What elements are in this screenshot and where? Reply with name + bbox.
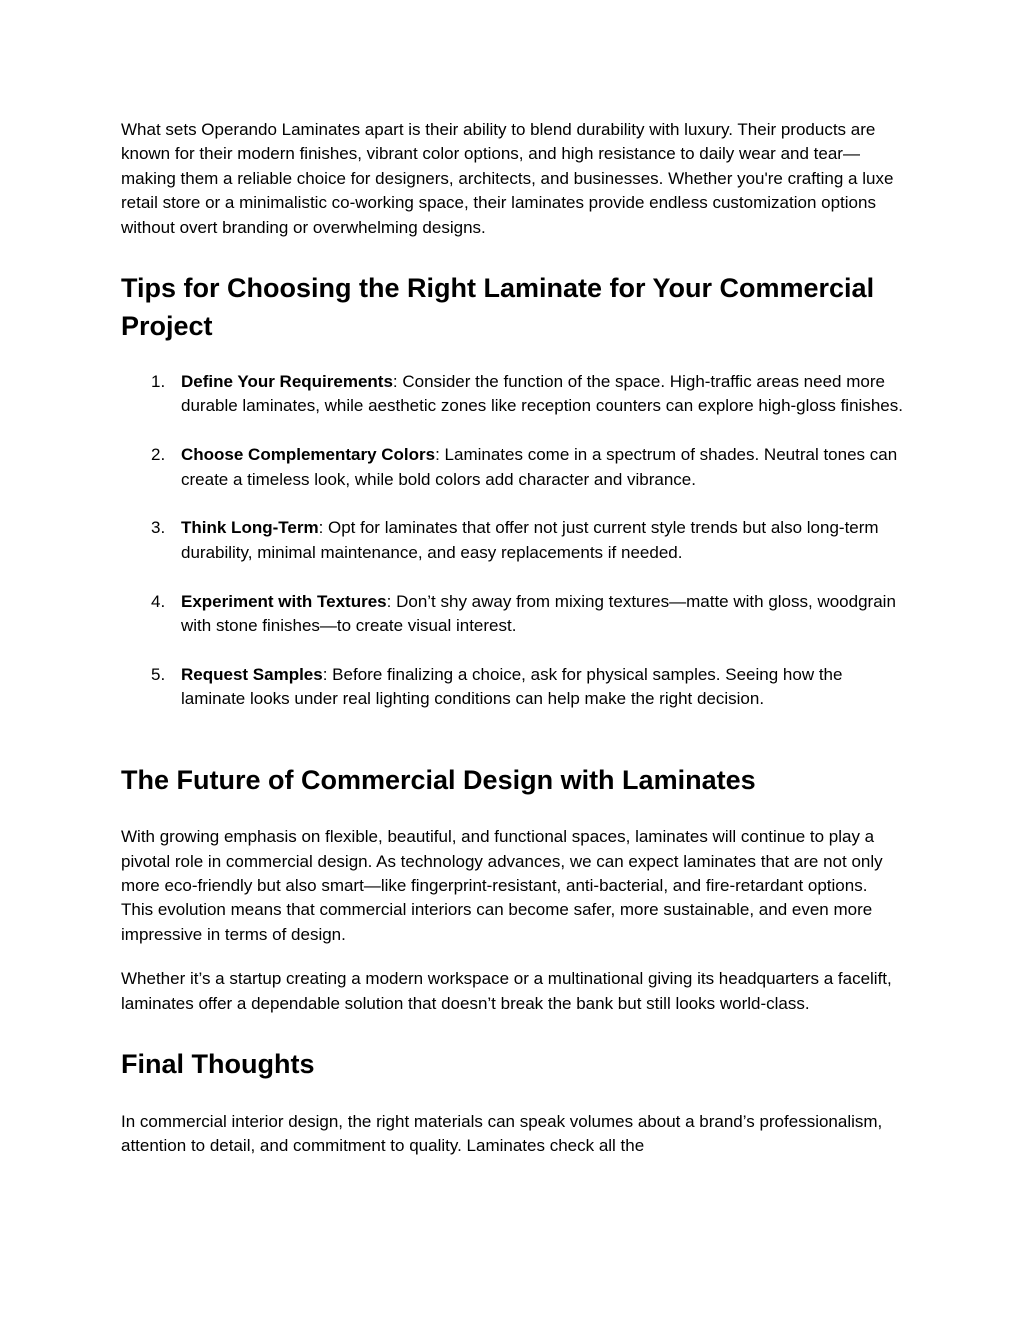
final-heading: Final Thoughts (121, 1049, 315, 1079)
tips-heading: Tips for Choosing the Right Laminate for Your Commercial Project (121, 273, 875, 341)
tip-title: Choose Complementary Colors (181, 445, 436, 465)
tip-number: 4. (151, 591, 166, 611)
tip-item-1 (121, 370, 903, 419)
final-paragraph: In commercial interior design, the right materials can speak volumes about a brand’s professionalism, attention to detail, and commitment to quality. Laminates check all the (121, 1111, 883, 1155)
tip-item-4 (121, 590, 903, 639)
tip-number: 2. (151, 445, 166, 465)
tip-text: : Before finalizing a choice, ask for physical samples. Seeing how the laminate looks under real lighting conditions can help make the right decision. (181, 664, 843, 709)
tip-text: : Laminates come in a spectrum of shades. Neutral tones can create a timeless look, while bold colors add character and vibrance. (181, 445, 898, 489)
tip-item-2 (121, 443, 903, 492)
tip-number: 1. (151, 372, 166, 392)
future-paragraph-2: Whether it’s a startup creating a modern workspace or a multinational giving its headquarters a facelift, laminates offer a dependable solution that doesn’t break the bank but still looks world-class. (121, 969, 892, 1013)
tip-item-3 (121, 516, 903, 565)
tip-title: Request Samples (181, 664, 323, 684)
tip-title: Experiment with Textures (181, 591, 387, 611)
tip-number: 5. (151, 664, 166, 684)
tip-text: : Don’t shy away from mixing textures—matte with gloss, woodgrain with stone finishes—to create visual interest. (181, 591, 896, 636)
tip-number: 3. (151, 518, 166, 538)
tips-list (121, 370, 903, 712)
document-page (121, 118, 903, 1158)
future-heading: The Future of Commercial Design with Laminates (121, 764, 756, 795)
tip-item-5 (121, 663, 903, 712)
tip-text: : Consider the function of the space. High-traffic areas need more durable laminates, while aesthetic zones like reception counters can explore high-gloss finishes. (181, 372, 903, 416)
tip-title: Think Long-Term (181, 518, 319, 538)
intro-paragraph: What sets Operando Laminates apart is their ability to blend durability with luxury. Their products are known for their modern finishes, vibrant color options, and high resistance to daily wear and tear—making them a reliable choice for designers, architects, and businesses. Whether you're crafting a luxe retail store or a minimalistic co-working space, their laminates provide endless customization options without overt branding or overwhelming designs. (121, 120, 894, 237)
tip-title: Define Your Requirements (181, 372, 393, 392)
tip-text: : Opt for laminates that offer not just current style trends but also long-term durability, minimal maintenance, and easy replacements if needed. (181, 518, 879, 562)
future-paragraph-1: With growing emphasis on flexible, beautiful, and functional spaces, laminates will continue to play a pivotal role in commercial design. As technology advances, we can expect laminates that are not only more eco-friendly but also smart—like fingerprint-resistant, anti-bacterial, and fire-retardant options. This evolution means that commercial interiors can become safer, more sustainable, and even more impressive in terms of design. (121, 827, 883, 944)
